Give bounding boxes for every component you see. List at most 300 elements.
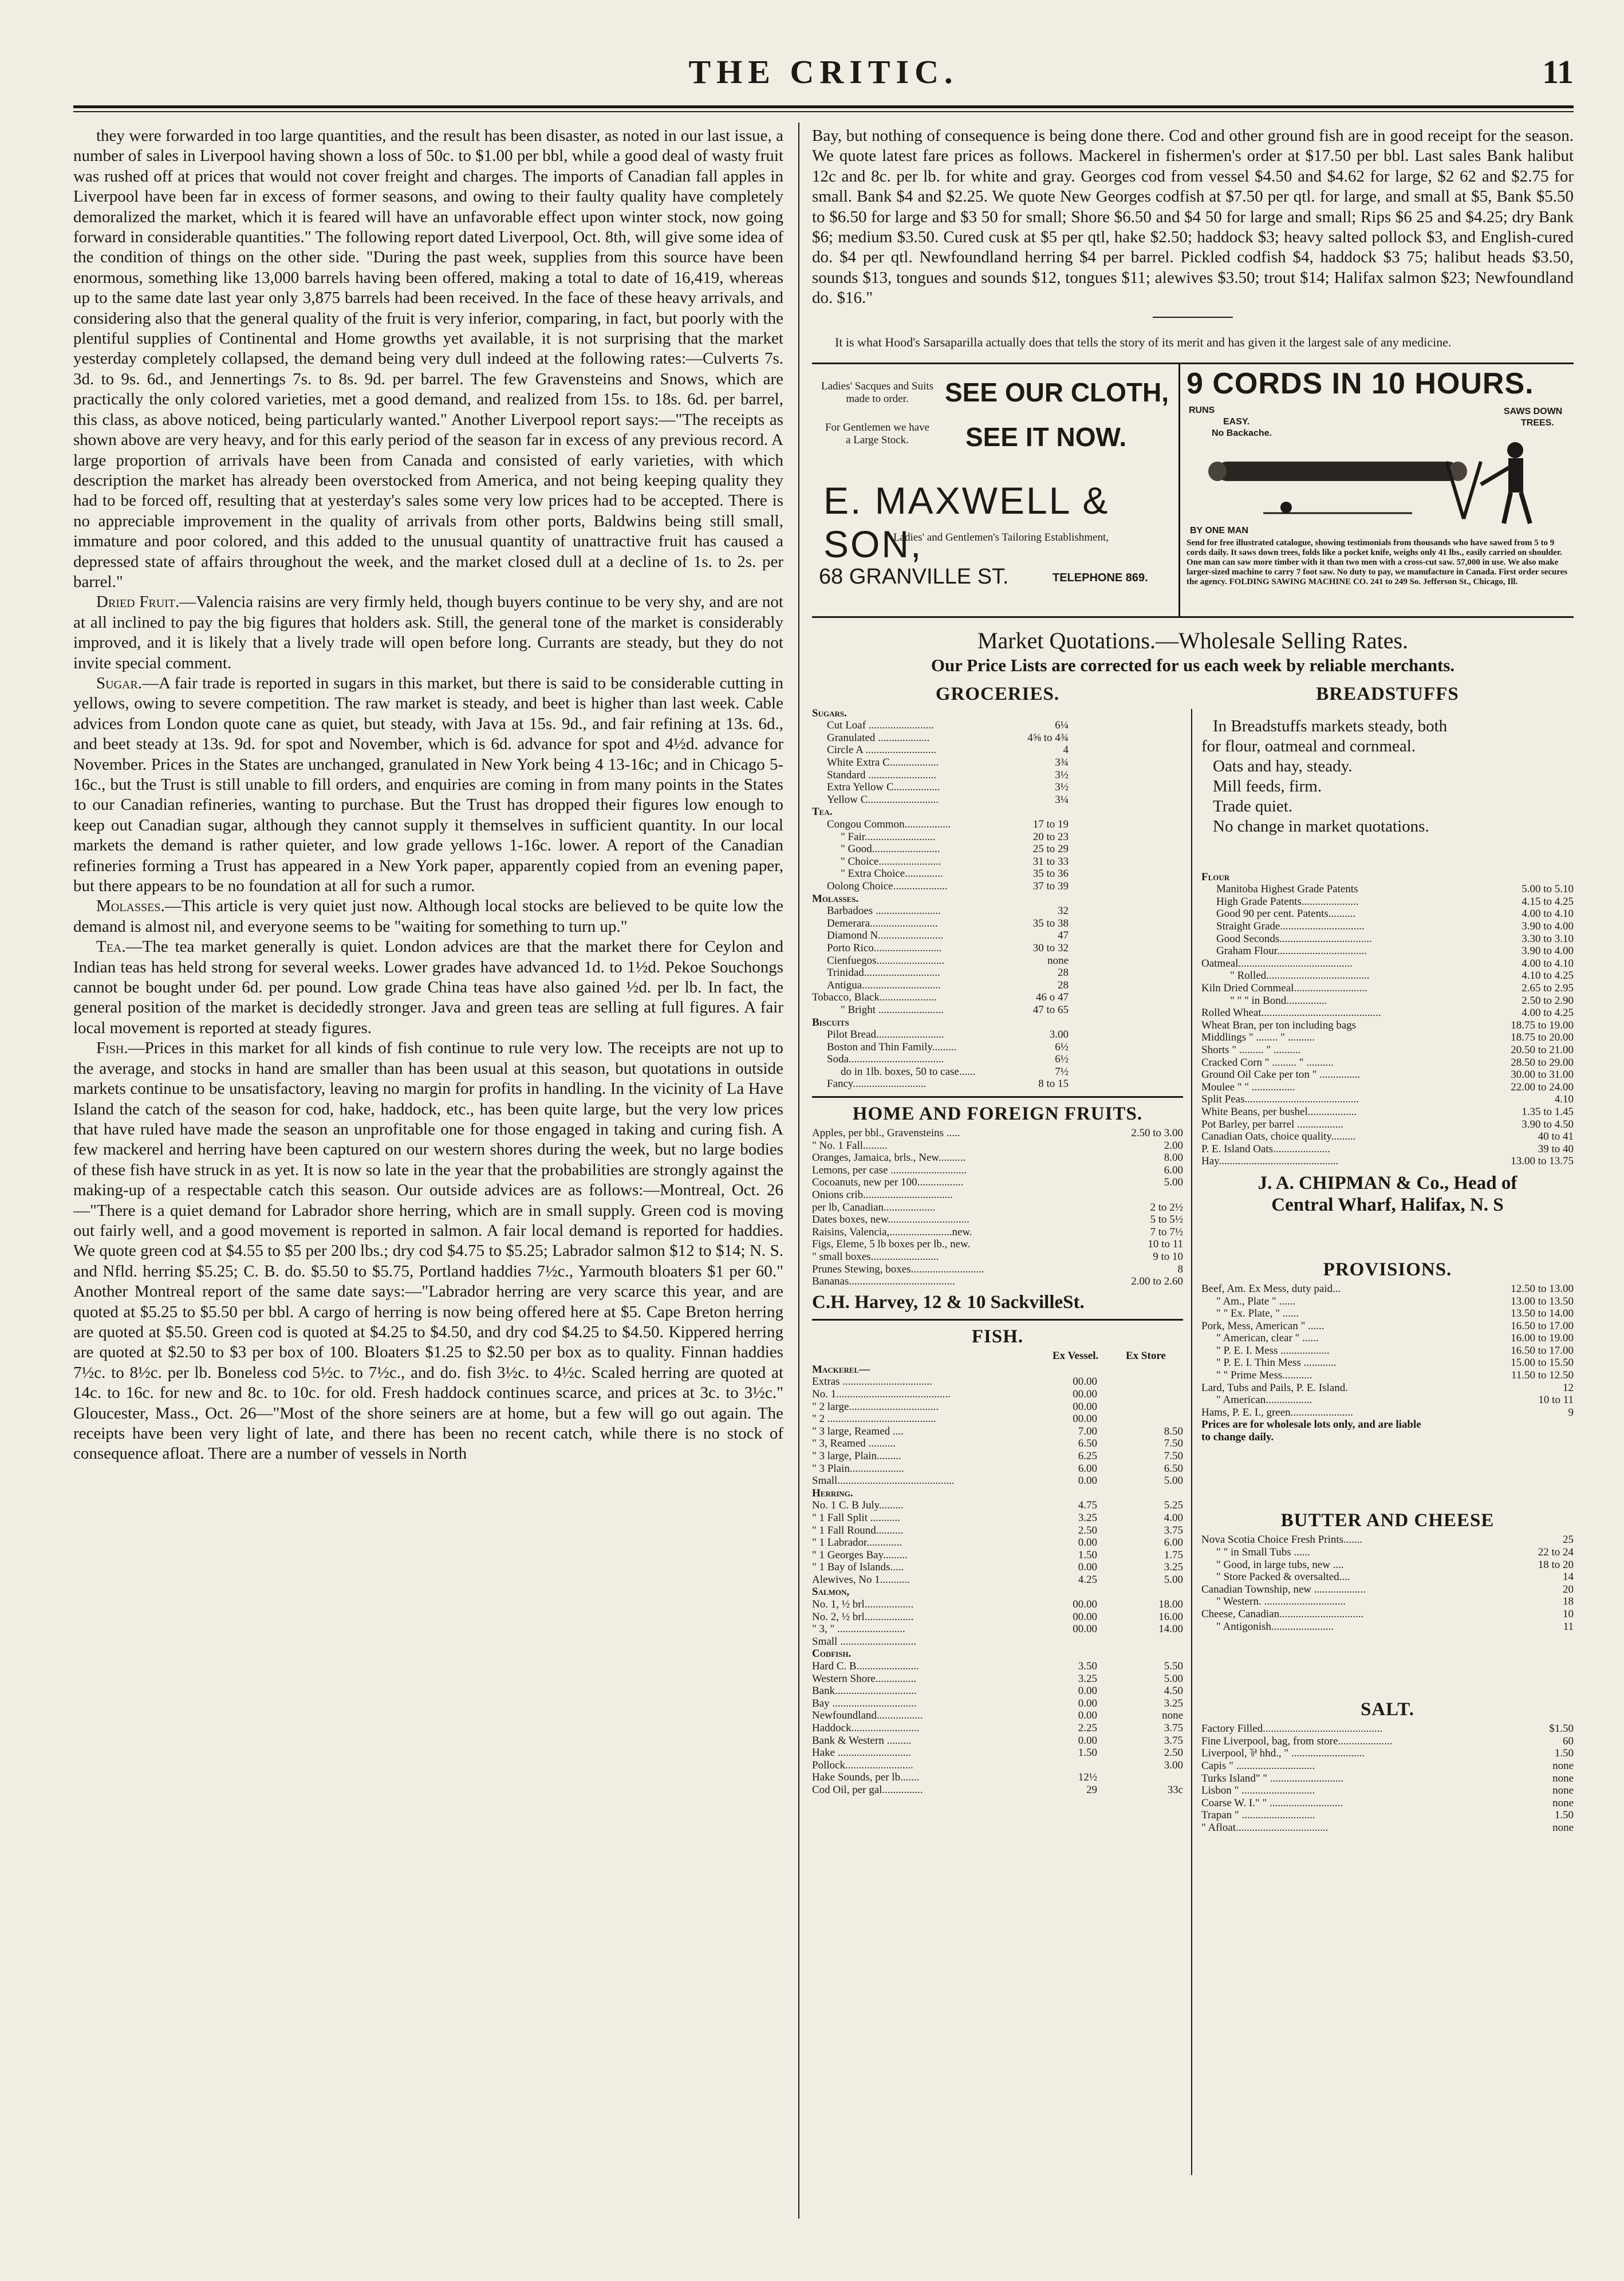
table-row [1201,1283,1574,1295]
row-value-ex-vessel: 0.00 [1078,1475,1097,1487]
masthead [73,45,1574,102]
row-value: $1.50 [1549,1723,1574,1735]
row-value: 3¾ [1055,757,1069,769]
table-row [812,719,1183,732]
row-value: 1.35 to 1.45 [1521,1105,1574,1118]
table-row [1201,1332,1574,1345]
row-label: Good 90 per cent. Patents.......... [1216,908,1356,920]
row-value-ex-vessel: 1.50 [1078,1549,1097,1561]
separator [1153,317,1233,318]
row-label: Sugars. [812,707,847,719]
row-value-ex-vessel: 4.75 [1078,1499,1097,1512]
row-value: 2.00 to 2.60 [1131,1275,1183,1288]
table-row [812,1747,1183,1759]
row-label: " American, clear " ...... [1216,1332,1319,1345]
row-value: 6¼ [1055,719,1069,732]
fish-table [812,1364,1183,1797]
table-row [812,868,1183,880]
row-label: " Am., Plate " ...... [1216,1295,1295,1307]
table-row [812,1586,1183,1598]
row-label: Cut Loaf ........................ [827,719,934,732]
table-row [1201,982,1574,995]
row-value: 4.10 [1554,1093,1574,1106]
table-row [812,880,1183,893]
table-row [812,1499,1183,1512]
row-label: Haddock......................... [812,1722,920,1734]
table-row [812,732,1183,744]
row-label: White Beans, per bushel.................. [1201,1105,1357,1118]
row-label: Middlings " ........ " .......... [1201,1031,1315,1044]
row-label: Tobacco, Black..................... [812,991,937,1004]
table-row [812,893,1183,905]
advertisement-band [812,363,1574,618]
row-value: 11 [1563,1620,1574,1633]
row-label: Oatmeal.......................................... [1201,957,1353,970]
butter-cheese-title: BUTTER AND CHEESE [1280,1510,1495,1531]
table-row [1201,1595,1574,1608]
row-label: Small ............................ [812,1635,917,1648]
row-value-ex-vessel: 12½ [1078,1771,1097,1784]
row-label: " 3, " ......................... [812,1623,905,1636]
table-row [812,1140,1183,1152]
row-value: none [1552,1821,1574,1834]
table-row [1201,1357,1574,1369]
row-value: 16.00 to 19.00 [1511,1332,1574,1345]
row-value: 28 [1058,979,1069,991]
row-label: Western Shore............... [812,1672,917,1685]
table-row [812,1697,1183,1710]
row-label: Lemons, per case ............................ [812,1164,967,1176]
table-row [812,942,1183,955]
row-value: 3.90 to 4.00 [1521,920,1574,933]
row-label: " No. 1 Fall......... [812,1139,888,1152]
row-value-ex-store: 3.75 [1164,1524,1183,1537]
table-row [812,1041,1183,1054]
row-label: No. 1, ½ brl.................. [812,1598,914,1611]
table-row [1201,1081,1574,1094]
row-label: " Good, in large tubs, new .... [1216,1558,1344,1571]
row-value: 12 [1563,1381,1574,1394]
table-row [812,1537,1183,1549]
row-label: Hake ........................... [812,1747,912,1759]
row-value-ex-vessel: 0.00 [1078,1697,1097,1709]
price-tables [812,680,1574,2169]
row-value-ex-store: 6.50 [1164,1462,1183,1475]
row-label: " Store Packed & oversalted.... [1216,1571,1350,1583]
row-value-ex-vessel: 0.00 [1078,1709,1097,1722]
fruits-table [812,1127,1183,1288]
row-label: Codfish. [812,1648,852,1660]
row-value: 22 to 24 [1538,1546,1574,1559]
table-row [1201,1031,1574,1044]
row-value-ex-store: 5.00 [1164,1672,1183,1685]
row-value-ex-store: 3.25 [1164,1697,1183,1709]
breadstuffs-table [1201,871,1574,1168]
table-row [812,1636,1183,1648]
row-label: " American................. [1216,1394,1312,1407]
table-row [812,929,1183,942]
sawing-illustration-icon [1195,439,1561,525]
column-divider [798,123,799,2219]
row-label: " Antigonish....................... [1216,1620,1334,1633]
row-value: 13.50 to 14.00 [1511,1307,1574,1320]
table-row [1201,995,1574,1007]
row-label: " Good......................... [841,843,940,856]
table-row [812,856,1183,868]
row-value-ex-vessel: 3.50 [1078,1660,1097,1673]
paragraph-lead: Dried Fruit. [96,593,180,612]
row-label: Capis " ............................. [1201,1759,1315,1772]
table-row [1201,1608,1574,1621]
table-row [812,1152,1183,1164]
row-label: Circle A .......................... [827,744,937,757]
table-row [812,1549,1183,1562]
row-value: 1.50 [1554,1809,1574,1822]
article-continuation: Bay, but nothing of consequence is being done there. Cod and other ground fish are in good receipt for the season. We quote latest fare prices as follows. Mackerel in fishermen's order at $17.50 per bbl. Last sales Bank halibut 12c and 8c. per lb. for white and gray. Georges cod from vessel $4.50 and $4.62 for large, $2 62 and $2.75 for small. Bank $4 and $2.25. We quote New Georges codfish at $7.50 per qtl. for large, and small at $5, Bank $5.50 to $6.50 for large and $3 50 for small; Shore $6.50 and $4 50 for large and small; Rips $6 25 and $4.25; dry Bank $6; medium $3.50. Cured cusk at $5 per qtl, hake $2.50; haddock $3; heavy salted pollock $3, and English-cured do. $4 per qtl. Newfoundland herring $4 per barrel. Pickled codfish $4, haddock $3 75; halibut heads $3.50, sounds $13, tongues and sounds $12, tongues $11; alewives $3.50; trout $14; Halifax salmon $23; Newfoundland do. $16." [812,127,1574,308]
row-label: Barbadoes ........................ [827,905,941,917]
row-value: 8 to 15 [1038,1078,1069,1090]
row-label: " Extra Choice.............. [841,868,943,880]
harvey-signature: C.H. Harvey, 12 & 10 SackvilleSt. [812,1291,1085,1313]
table-row [1201,1760,1574,1772]
article-paragraph-fish: Fish.—Prices in this market for all kinds of fish continue to rule very low. The receipts are not up to the average, and stocks in hand are smaller than has been usual at this season, but quotations in outside markets continue to be unsatisfactory, leaving no margin for profits in handling. In the vicinity of La Have Island the catch of the season for cod, hake, haddock, etc., has been quite large, but the very low prices that have ruled have made the season an unprofitable one for those engaged in taking and curing fish. A few mackerel and herring have been captured on our western shores during the week, but no large bodies of these fish have struck in as yet. It is now so late in the year that the probabilities are strongly against the making-up of a respectable catch this season. Our outside advices are as follows:—Montreal, Oct. 26—"There is a quiet demand for Labrador shore herring, which are in small supply. Green cod is moving out fairly well, and a good movement is reported in salmon. A fair local demand is reported for haddies. We quote green cod at $4.55 to $5 per 200 lbs.; dry cod $4.75 to $5.25; Labrador salmon $12 to $14; N. S. and Nfld. herring $5.25; C. B. do. $5.50 to $5.75, Portland haddies 7½c., Yarmouth bloaters $1 per 60." Another Montreal report of the same date says:—"Labrador herring are very scarce this year, and are quoted at $5.25 to $5.50 per bbl. A cargo of herring is now being offered here at $5. Cape Breton herring are quoted at $5.50. Green cod is quoted at $4.25 to $4.50, and dry cod $4.25 to $4.50. Kippered herring are quoted at $2.50 to $3 per box of 100. Bloaters $1.25 to $2.50 per box as to quality. Finnan haddies 7½c. to 8½c. per lb. Boneless cod 5½c. to 7½c., and do. fish 3½c. to 4½c. Scaled herring are quoted at 14c. to 16c. for new and 8c. to 10c. for old. Fresh haddock continues scarce, and prices at 3c. to 3½c." Gloucester, Mass., Oct. 26—"Most of the shore seiners are at home, but a few will go out again. The receipts have been very light of late, and there has been no recent catch, while there is no stock of consequence afloat. There are a number of vessels in North [73,1039,783,1463]
table-row [1201,933,1574,946]
row-label: Canadian Township, new ................... [1201,1583,1366,1595]
row-label: Moulee " " ................ [1201,1081,1295,1093]
table-row [1201,883,1574,896]
row-label: Biscuits [812,1016,849,1029]
row-label: " P. E. I. Thin Mess ............ [1216,1357,1337,1369]
row-value: 3.90 to 4.00 [1521,945,1574,958]
table-row [1201,1345,1574,1357]
row-value: 3.90 to 4.50 [1521,1118,1574,1130]
row-value: 4.00 to 4.10 [1521,957,1574,970]
table-row [1201,920,1574,933]
table-row [812,818,1183,831]
table-row [1201,1019,1574,1032]
row-value: 47 [1058,929,1069,942]
row-label: " small boxes......................... [812,1251,939,1263]
row-label: " 2 ........................................ [812,1413,936,1425]
row-value: 35 to 36 [1032,868,1069,880]
saw-headline: 9 CORDS IN 10 HOURS. [1187,367,1534,400]
row-value: 18 [1563,1595,1574,1608]
paragraph-lead: Fish. [96,1039,128,1058]
table-row [812,1425,1183,1438]
table-row [1201,1044,1574,1057]
table-row [812,1784,1183,1797]
row-label: Pilot Bread......................... [827,1029,944,1041]
left-column [73,126,783,2233]
row-value: 2.65 to 2.95 [1521,982,1574,994]
row-value: 4.15 to 4.25 [1521,895,1574,908]
table-row [812,979,1183,992]
table-row [812,1475,1183,1487]
row-value: 47 to 65 [1032,1003,1069,1016]
chipman-signature: J. A. CHIPMAN & Co., Head of Central Wharf, Halifax, N. S [1258,1172,1517,1215]
row-value-ex-vessel: 4.25 [1078,1573,1097,1586]
row-value-ex-vessel: 0.00 [1078,1734,1097,1747]
row-label: " Western. .............................. [1216,1595,1346,1608]
row-value: 25 [1563,1534,1574,1546]
table-row [1201,1382,1574,1394]
row-label: Bay ............................... [812,1697,917,1709]
row-value: 2.50 to 3.00 [1131,1127,1183,1140]
row-value-ex-vessel: 6.00 [1078,1462,1097,1475]
row-value-ex-store: 1.75 [1164,1549,1183,1561]
table-row [812,831,1183,844]
row-value-ex-vessel: 0.00 [1078,1561,1097,1574]
table-row [812,1251,1183,1263]
row-value-ex-store: 4.00 [1164,1511,1183,1524]
row-value-ex-vessel: 00.00 [1073,1413,1097,1425]
table-row [1201,896,1574,908]
table-row [812,1078,1183,1090]
table-row [1201,1143,1574,1156]
row-label: " 1 Labrador............. [812,1537,902,1549]
groceries-title: GROCERIES. [935,683,1060,704]
row-value-ex-vessel: 0.00 [1078,1537,1097,1549]
table-row [1201,1583,1574,1596]
table-row [1201,1369,1574,1382]
row-label: Fine Liverpool, bag, from store.................... [1201,1735,1393,1747]
row-value: 40 to 41 [1538,1130,1574,1143]
table-row [1201,1822,1574,1834]
table-row [812,1463,1183,1475]
row-label: Granulated ................... [827,731,930,744]
row-value-ex-store: 7.50 [1164,1437,1183,1450]
table-row [1201,1118,1574,1131]
row-label: Antigua............................. [827,979,941,991]
table-row [812,757,1183,769]
article-paragraph: they were forwarded in too large quantities, and the result has been disaster, as noted in our last issue, a number of sales in Liverpool having shown a loss of 50c. to $1.00 per bbl, while a good deal of wasty fruit was rushed off at prices that would not cover freight and charges. The imports of Canadian fall apples in Liverpool have been far in excess of former seasons, and owing to their faulty quality have completely demoralized the market, which it is feared will have an unfavorable effect upon winter stock, now going forward in considerable quantities." The following report dated Liverpool, Oct. 8th, will give some idea of the condition of things on the other side. "During the past week, supplies from this source have been enormous, something like 13,000 barrels having been offered, making a total to date of 16,419, whereas up to the same date last year only 3,875 barrels had been received. In the face of these heavy arrivals, and considering also that the general quality of the fruit is very inferior, comparing, in fact, but poorly with the plentiful supplies of Continental and Home growths yet available, it is not surprising that the market yesterday completely collapsed, the demand being very dull indeed at the following rates:—Culverts 7s. 3d. to 9s. 6d., and Jennertings 7s. to 8s. 9d. per barrel. The few Gravensteins and Snows, which are practically the only colored varieties, met a good demand, and realized from 15s. to 18s. 6d. per barrel, this class, as above noticed, being particularly wanted." Another Liverpool report says:—"The receipts as shown above are very heavy, and for this early period of the season far in excess of any previous record. A large proportion of arrivals have been from Canada and consisted of early varieties, with which description the market has already been overstocked from America, and not being keeping quality they had to be forced off, resulting that at yesterday's sales some very low prices had to be accepted. There is no appreciable improvement in the quality of arrivals from other ports, Baldwins being still small, immature and poor colored, and this added to the unusual quantity of unattractive fruit has caused a depressed state of affairs throughout the week, and the market closed dull at a decline of 1s. to 2s. per barrel." [73,127,783,591]
row-label: Fancy........................... [827,1078,927,1090]
table-row [812,955,1183,967]
row-value: 4 [1063,744,1069,757]
row-label: Yellow C.......................... [827,793,939,806]
table-row [1201,1797,1574,1810]
row-label: Boston and Thin Family......... [827,1041,957,1053]
row-label: Factory Filled............................................ [1201,1723,1383,1735]
row-label: Shorts " ......... " .......... [1201,1043,1301,1056]
saw-ad-body: Send for free illustrated catalogue, showing testimonials from thousands who have sawed from 5 to 9 cords daily. It saws down trees, folds like a pocket knife, weighs only 41 lbs., easily carried on shoulder. One man can saw more timber with it than two men with a cross-cut saw. 57,000 in use. We also make larger-sized machine to carry 7 foot saw. No duty to pay, we manufacture in Canada. First order secures the agency. FOLDING SAWING MACHINE CO. 241 to 249 So. Jefferson St., Chicago, Ill. [1187,538,1568,586]
row-label: Cheese, Canadian............................... [1201,1608,1364,1620]
row-value-ex-vessel: 2.50 [1078,1524,1097,1537]
row-label: P. E. Island Oats..................... [1201,1143,1330,1155]
row-value-ex-store: 33c [1167,1783,1183,1796]
row-value: 14 [1563,1571,1574,1583]
table-row [1201,970,1574,982]
row-label: Congou Common................. [827,818,951,830]
row-label: Dates boxes, new.............................. [812,1214,969,1226]
table-row [812,1709,1183,1722]
row-label: Onions crib................................. [812,1189,953,1201]
row-label: " " Prime Mess........... [1216,1369,1312,1382]
table-row [1201,1559,1574,1571]
row-label: Straight Grade............................... [1216,920,1365,933]
row-label: " 1 Georges Bay......... [812,1549,908,1561]
row-value: 4.00 to 4.10 [1521,908,1574,920]
row-value-ex-store: 5.50 [1164,1660,1183,1673]
table-row [812,1201,1183,1214]
row-value: 16.50 to 17.00 [1511,1344,1574,1357]
row-label: " 3 large, Plain......... [812,1449,901,1462]
table-row [1201,1307,1574,1320]
row-value: 2.00 [1164,1139,1183,1152]
row-value: 39 to 40 [1538,1143,1574,1155]
table-row [812,806,1183,818]
table-row [1201,908,1574,920]
table-row [812,1127,1183,1140]
row-label: Wheat Bran, per ton including bags [1201,1019,1357,1031]
row-value: 22.00 to 24.00 [1511,1081,1574,1093]
row-label: Canadian Oats, choice quality......... [1201,1130,1356,1143]
row-value-ex-store: 8.50 [1164,1425,1183,1437]
row-value: none [1047,954,1069,967]
row-value: 7 to 7½ [1150,1226,1183,1238]
table-row [812,1053,1183,1066]
row-label: Trapan " ........................... [1201,1809,1315,1822]
table-row [1201,1394,1574,1407]
row-label: " Bright ........................ [841,1003,944,1016]
row-value-ex-store: 5.00 [1164,1475,1183,1487]
table-row [812,1226,1183,1239]
butter-cheese-table [1201,1534,1574,1633]
row-label: Herring. [812,1487,853,1499]
table-row [812,1722,1183,1735]
table-row [1201,1407,1574,1419]
row-value-ex-vessel: 00.00 [1073,1388,1097,1400]
table-row [1201,1747,1574,1760]
row-label: " 1 Fall Split ........... [812,1511,900,1524]
row-value-ex-vessel: 6.50 [1078,1437,1097,1450]
market-quotations-subtitle: Our Price Lists are corrected for us each week by reliable merchants. [931,655,1455,675]
table-row [812,1275,1183,1288]
row-value: 8.00 [1164,1152,1183,1164]
table-row [812,1376,1183,1388]
row-value: none [1552,1784,1574,1797]
row-label: Pot Barley, per barrel ................. [1201,1118,1343,1130]
row-label: Molasses. [812,892,859,905]
table-row [1201,1106,1574,1118]
table-row [812,707,1183,720]
table-row [1201,1093,1574,1106]
fish-title: FISH. [971,1326,1024,1347]
row-label: Demerara......................... [827,917,938,929]
row-value-ex-store: 3.00 [1164,1759,1183,1771]
row-value: 4.10 to 4.25 [1521,970,1574,982]
row-label: " " in Small Tubs ...... [1216,1546,1310,1559]
market-quotations-title: Market Quotations.—Wholesale Selling Rates. [977,627,1409,653]
table-row [1201,1784,1574,1797]
row-label: Extra Yellow C................. [827,781,940,794]
row-label: " 3 Plain.................... [812,1462,904,1475]
row-value: 4⅝ to 4¾ [1027,731,1069,744]
row-label: Pork, Mess, American " ...... [1201,1319,1325,1332]
table-row [1201,1130,1574,1143]
row-value-ex-vessel: 3.25 [1078,1672,1097,1685]
row-value: 4.00 to 4.25 [1521,1007,1574,1019]
row-value: 32 [1058,905,1069,917]
page-number: 11 [1542,53,1574,90]
table-row [812,917,1183,930]
paragraph-lead: Sugar. [96,673,143,692]
row-label: No. 2, ½ brl.................. [812,1610,914,1623]
row-value: 15.00 to 15.50 [1511,1357,1574,1369]
row-value-ex-vessel: 00.00 [1073,1400,1097,1413]
table-row [812,1611,1183,1624]
row-value-ex-store: 7.50 [1164,1449,1183,1462]
row-value: 11.50 to 12.50 [1511,1369,1574,1382]
table-row [812,744,1183,757]
row-label: " 1 Bay of Islands..... [812,1561,904,1574]
row-value: 2 to 2½ [1150,1201,1183,1214]
row-value: 30.00 to 31.00 [1511,1069,1574,1081]
table-row [812,991,1183,1004]
table-row [812,905,1183,917]
row-label: Coarse W. I." " ........................... [1201,1797,1343,1809]
row-label: Hay............................................ [1201,1155,1339,1168]
table-row [1201,1809,1574,1822]
masthead-rule [73,105,1574,108]
row-label: Cracked Corn " ......... " .......... [1201,1056,1334,1069]
row-value-ex-vessel: 00.00 [1073,1623,1097,1636]
table-row [1201,1735,1574,1748]
row-value-ex-store: 5.00 [1164,1573,1183,1586]
left-price-column [812,680,1183,1797]
row-label: Good Seconds.................................. [1216,932,1372,945]
table-row [812,1066,1183,1078]
table-row [812,769,1183,782]
table-row [1201,1320,1574,1333]
row-value: 5.00 to 5.10 [1521,883,1574,896]
article-paragraph-molasses: Molasses.—This article is very quiet just now. Although local stocks are believed to be quite low the demand is almost nil, and everyone seems to be "waiting for something to turn up." [73,897,783,936]
row-label: Pollock......................... [812,1759,913,1771]
row-label: " " Ex. Plate, " ...... [1216,1307,1299,1320]
row-label: Newfoundland................. [812,1709,923,1722]
row-value: 2.50 to 2.90 [1521,994,1574,1007]
article-paragraph-sugar: Sugar.—A fair trade is reported in sugars in this market, but there is said to be considerable cutting in yellows, owing to severe competition. The raw market is steady, and beet is higher than last week. Cable advices from London quote cane as quiet, but steady, with Java at 15s. 9d., and fair refining at 13s. 6d., and beet steady at 13s. 9d. for spot and November, which is 6d. advance for spot and 4½d. advance for November. Prices in the States are unchanged, granulated in New York being 4 13-16c; and in Chicago 5-16c., but the Trust is still unable to fill orders, and enquiries are coming in from many points in the States to our Canadian refineries, wanting to purchase. But the Trust has dropped their figures low enough to keep out Canadian sugar, although they cannot supply it themselves in sufficient quantity. In our local markets the demand is rather quieter, and low grade yellows 1-16c. lower. A report of the Canadian refineries forming a Trust has appeared in a New York paper, apparently copied from an evening paper, but there appears to be no foundation at all for such a rumor. [73,673,783,896]
paragraph-lead: Tea. [96,937,126,956]
row-value: 31 to 33 [1032,855,1069,868]
hood-notice: It is what Hood's Sarsaparilla actually does that tells the story of its merit and has given it the largest sale of any medicine. [835,334,1452,349]
row-label: " P. E. I. Mess .................. [1216,1344,1330,1357]
table-row [812,1214,1183,1226]
table-row [1201,1723,1574,1735]
row-value: 20 [1563,1583,1574,1595]
row-value: 3½ [1055,769,1069,781]
row-value: 8 [1177,1263,1183,1275]
row-label: Oolong Choice.................... [827,880,948,892]
article-paragraph-tea: Tea.—The tea market generally is quiet. London advices are that the market there for Ceylon and Indian teas has held strong for several weeks. Lower grades have advanced 1d. to 1½d. Pekoe Souchongs cannot be bought under 6d. per pound. Low grade China teas have also gained ½d. per lb. In fact, the general position of the market is decidedly stronger. Java and green teas are selling at full figures. A fair local movement is reported at steady figures. [73,937,783,1037]
row-value: 25 to 29 [1032,843,1069,856]
row-label: " " " in Bond............... [1230,994,1327,1007]
row-label: " 2 large................................. [812,1400,939,1413]
row-value-ex-vessel: 3.25 [1078,1511,1097,1524]
row-label: Oranges, Jamaica, brls., New.......... [812,1152,966,1164]
row-value-ex-vessel: 7.00 [1078,1425,1097,1437]
row-label: Cocoanuts, new per 100................. [812,1176,964,1189]
table-row [812,1771,1183,1784]
row-value-ex-vessel: 6.25 [1078,1449,1097,1462]
row-value: 6.00 [1164,1164,1183,1176]
row-value: 46 o 47 [1036,991,1069,1004]
table-row [812,1176,1183,1189]
row-value-ex-store: none [1162,1709,1183,1722]
row-value: 3½ [1055,781,1069,794]
row-label: No. 1 C. B July......... [812,1499,904,1512]
table-row [1201,871,1574,884]
